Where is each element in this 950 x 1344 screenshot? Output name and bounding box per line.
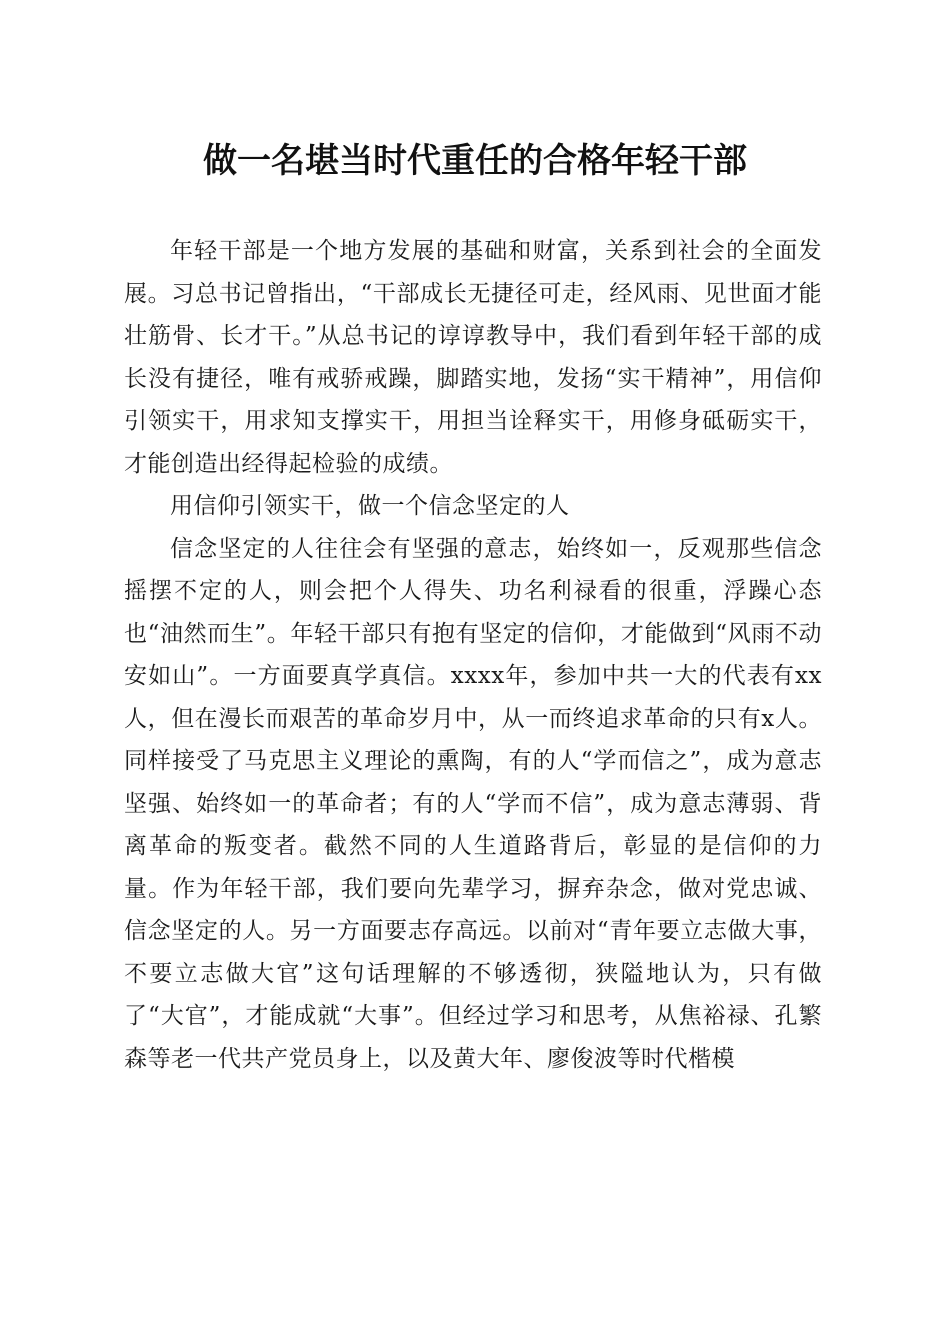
document-body [124,230,822,1080]
body-paragraph: 信念坚定的人往往会有坚强的意志，始终如一，反观那些信念摇摆不定的人，则会把个人得失、功名利禄看的很重，浮躁心态也“油然而生”。年轻干部只有抱有坚定的信仰，才能做到“风雨不动安如山”。一方面要真学真信。xxxx年，参加中共一大的代表有xx人，但在漫长而艰苦的革命岁月中，从一而终追求革命的只有x人。同样接受了马克思主义理论的熏陶，有的人“学而信之”，成为意志坚强、始终如一的革命者；有的人“学而不信”，成为意志薄弱、背离革命的叛变者。截然不同的人生道路背后，彰显的是信仰的力量。作为年轻干部，我们要向先辈学习，摒弃杂念，做对党忠诚、信念坚定的人。另一方面要志存高远。以前对“青年要立志做大事，不要立志做大官”这句话理解的不够透彻，狭隘地认为，只有做了“大官”，才能成就“大事”。但经过学习和思考，从焦裕禄、孔繁森等老一代共产党员身上，以及黄大年、廖俊波等时代楷模 [124,535,822,1072]
document-title: 做一名堪当时代重任的合格年轻干部 [203,141,747,181]
intro-paragraph: 年轻干部是一个地方发展的基础和财富，关系到社会的全面发展。习总书记曾指出，“干部成长无捷径可走，经风雨、见世面才能壮筋骨、长才干。”从总书记的谆谆教导中，我们看到年轻干部的成长没有捷径，唯有戒骄戒躁，脚踏实地，发扬“实干精神”，用信仰引领实干，用求知支撑实干，用担当诠释实干，用修身砥砺实干，才能创造出经得起检验的成绩。 [124,238,822,477]
section-heading: 用信仰引领实干，做一个信念坚定的人 [170,493,570,519]
